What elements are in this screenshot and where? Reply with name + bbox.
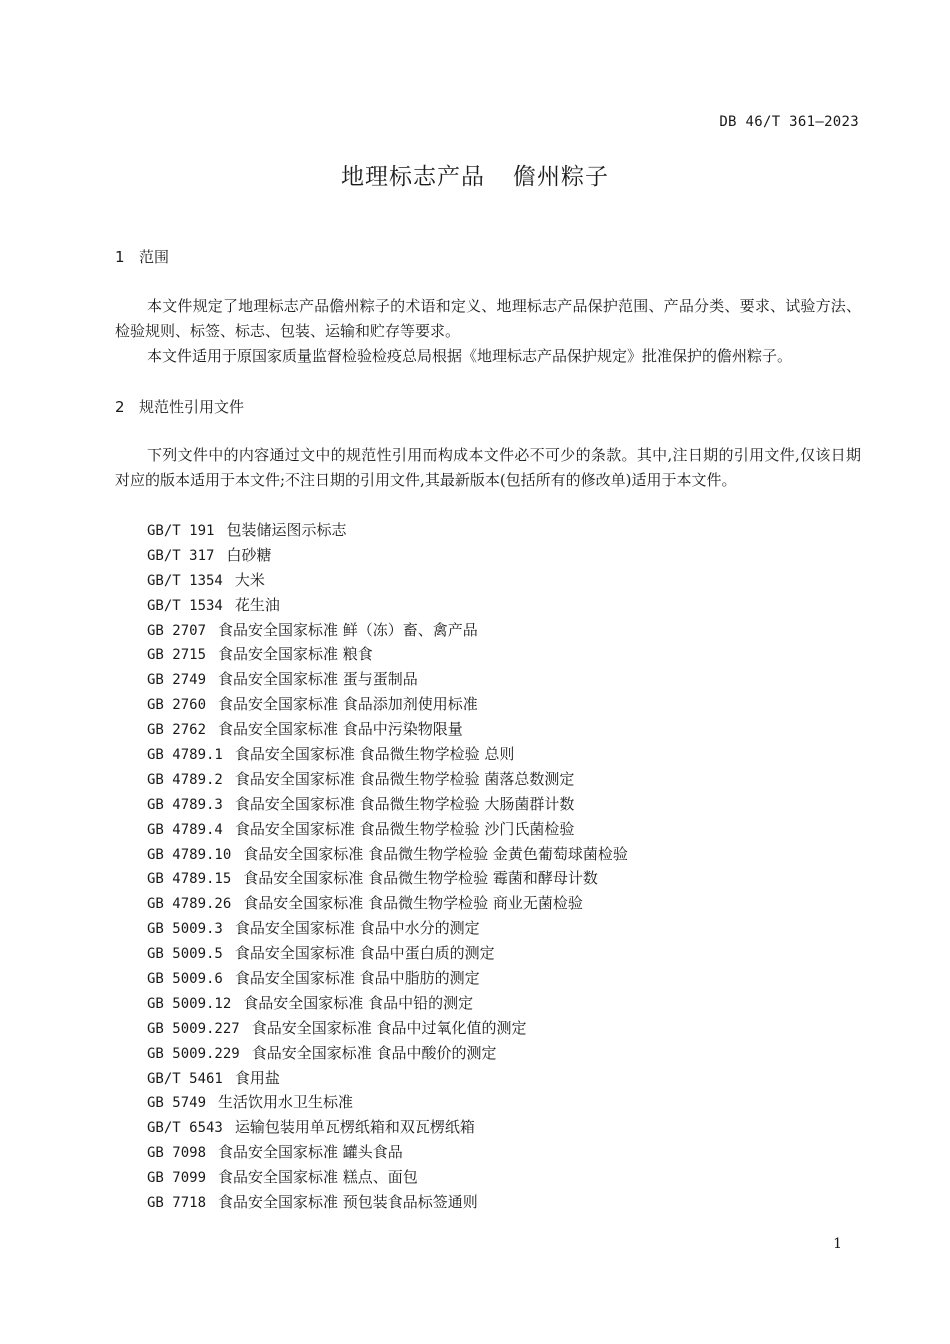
reference-title: 白砂糖 (226, 545, 272, 564)
reference-title: 大米 (234, 570, 265, 589)
reference-code: GB 4789.4 (147, 821, 223, 838)
page-number: 1 (833, 1236, 842, 1252)
reference-item (147, 518, 628, 543)
reference-title: 食品安全国家标准 食品中污染物限量 (218, 720, 463, 739)
reference-title: 食品安全国家标准 食品添加剂使用标准 (218, 695, 478, 714)
reference-item (147, 1066, 628, 1091)
reference-code: GB 7099 (147, 1170, 207, 1187)
reference-item (147, 618, 628, 643)
reference-title: 食品安全国家标准 食品微生物学检验 总则 (234, 745, 515, 764)
reference-code: GB 2762 (147, 722, 207, 739)
reference-item (147, 717, 628, 742)
reference-code: GB/T 6543 (147, 1120, 223, 1137)
reference-item (147, 1016, 628, 1041)
reference-item (147, 817, 628, 842)
reference-item (147, 742, 628, 767)
reference-item (147, 642, 628, 667)
reference-code: GB 5009.5 (147, 946, 223, 963)
reference-item (147, 1090, 628, 1115)
reference-title: 食品安全国家标准 蛋与蛋制品 (218, 670, 418, 689)
reference-code: GB 5009.227 (147, 1020, 240, 1037)
section-title: 范围 (139, 248, 170, 266)
reference-code: GB 4789.3 (147, 796, 223, 813)
reference-item (147, 692, 628, 717)
reference-item (147, 1041, 628, 1066)
title-part-2: 儋州粽子 (513, 164, 609, 190)
reference-title: 食品安全国家标准 食品微生物学检验 沙门氏菌检验 (234, 819, 575, 838)
reference-title: 食品安全国家标准 食品中酸价的测定 (251, 1043, 497, 1062)
scope-paragraph-1: 本文件规定了地理标志产品儋州粽子的术语和定义、地理标志产品保护范围、产品分类、要求、试验方法、检验规则、标签、标志、包装、运输和贮存等要求。 (115, 297, 861, 340)
reference-title: 生活饮用水卫生标准 (218, 1093, 354, 1112)
reference-item (147, 866, 628, 891)
scope-paragraph-2: 本文件适用于原国家质量监督检验检疫总局根据《地理标志产品保护规定》批准保护的儋州粽子。 (147, 347, 793, 365)
reference-code: GB 5009.229 (147, 1045, 240, 1062)
reference-item (147, 966, 628, 991)
reference-item (147, 1190, 628, 1215)
document-code: DB 46/T 361—2023 (719, 114, 859, 130)
reference-code: GB 2760 (147, 697, 207, 714)
reference-code: GB/T 317 (147, 547, 215, 564)
reference-code: GB 4789.10 (147, 846, 232, 863)
reference-title: 食品安全国家标准 食品中水分的测定 (234, 919, 480, 938)
reference-item (147, 1140, 628, 1165)
reference-code: GB 4789.15 (147, 871, 232, 888)
reference-title: 食用盐 (234, 1068, 280, 1087)
reference-list (147, 518, 628, 1215)
page-title (0, 158, 950, 191)
reference-title: 食品安全国家标准 罐头食品 (218, 1143, 403, 1162)
reference-item (147, 792, 628, 817)
reference-item (147, 543, 628, 568)
reference-title: 食品安全国家标准 糕点、面包 (218, 1168, 418, 1187)
reference-code: GB/T 191 (147, 523, 215, 539)
reference-code: GB 5009.12 (147, 995, 232, 1012)
reference-title: 花生油 (234, 595, 280, 614)
reference-item (147, 1115, 628, 1140)
reference-code: GB 4789.1 (147, 747, 223, 764)
reference-item (147, 568, 628, 593)
references-intro-paragraph: 下列文件中的内容通过文中的规范性引用而构成本文件必不可少的条款。其中,注日期的引用文件,仅该日期对应的版本适用于本文件;不注日期的引用文件,其最新版本(包括所有的修改单)适用于本文件。 (115, 446, 861, 489)
title-part-1: 地理标志产品 (341, 164, 485, 190)
reference-title: 食品安全国家标准 食品微生物学检验 金黄色葡萄球菌检验 (243, 844, 628, 863)
section-heading-normative-references (115, 396, 244, 417)
reference-code: GB 5009.6 (147, 971, 223, 988)
reference-code: GB 5749 (147, 1095, 207, 1112)
reference-title: 食品安全国家标准 食品中脂肪的测定 (234, 969, 480, 988)
section-number: 1 (115, 248, 125, 266)
reference-code: GB 2749 (147, 672, 207, 689)
reference-item (147, 891, 628, 916)
reference-item (147, 941, 628, 966)
section-heading-scope (115, 246, 169, 267)
reference-title: 食品安全国家标准 食品微生物学检验 菌落总数测定 (234, 769, 575, 788)
reference-code: GB 7098 (147, 1145, 207, 1162)
reference-title: 食品安全国家标准 食品微生物学检验 商业无菌检验 (243, 894, 583, 913)
reference-item (147, 916, 628, 941)
section-title: 规范性引用文件 (139, 398, 245, 416)
reference-code: GB 4789.2 (147, 771, 223, 788)
reference-title: 食品安全国家标准 食品中蛋白质的测定 (234, 944, 495, 963)
section-number: 2 (115, 398, 125, 416)
reference-title: 食品安全国家标准 食品微生物学检验 霉菌和酵母计数 (243, 869, 598, 888)
reference-item (147, 593, 628, 618)
reference-title: 食品安全国家标准 食品中铅的测定 (243, 993, 474, 1012)
reference-item (147, 991, 628, 1016)
reference-code: GB 2707 (147, 622, 207, 639)
reference-item (147, 842, 628, 867)
reference-code: GB/T 1354 (147, 572, 223, 589)
reference-title: 包装储运图示标志 (226, 521, 347, 539)
reference-title: 运输包装用单瓦楞纸箱和双瓦楞纸箱 (234, 1118, 475, 1137)
reference-code: GB 2715 (147, 647, 207, 664)
reference-title: 食品安全国家标准 食品中过氧化值的测定 (251, 1018, 527, 1037)
reference-code: GB/T 1534 (147, 597, 223, 614)
reference-title: 食品安全国家标准 粮食 (218, 645, 373, 664)
reference-item (147, 667, 628, 692)
reference-code: GB 4789.26 (147, 896, 232, 913)
reference-title: 食品安全国家标准 预包装食品标签通则 (218, 1193, 478, 1212)
reference-code: GB 7718 (147, 1195, 207, 1212)
reference-item (147, 1165, 628, 1190)
reference-item (147, 767, 628, 792)
reference-title: 食品安全国家标准 鲜（冻）畜、禽产品 (218, 620, 478, 639)
reference-code: GB 5009.3 (147, 921, 223, 938)
reference-code: GB/T 5461 (147, 1070, 223, 1087)
reference-title: 食品安全国家标准 食品微生物学检验 大肠菌群计数 (234, 794, 575, 813)
